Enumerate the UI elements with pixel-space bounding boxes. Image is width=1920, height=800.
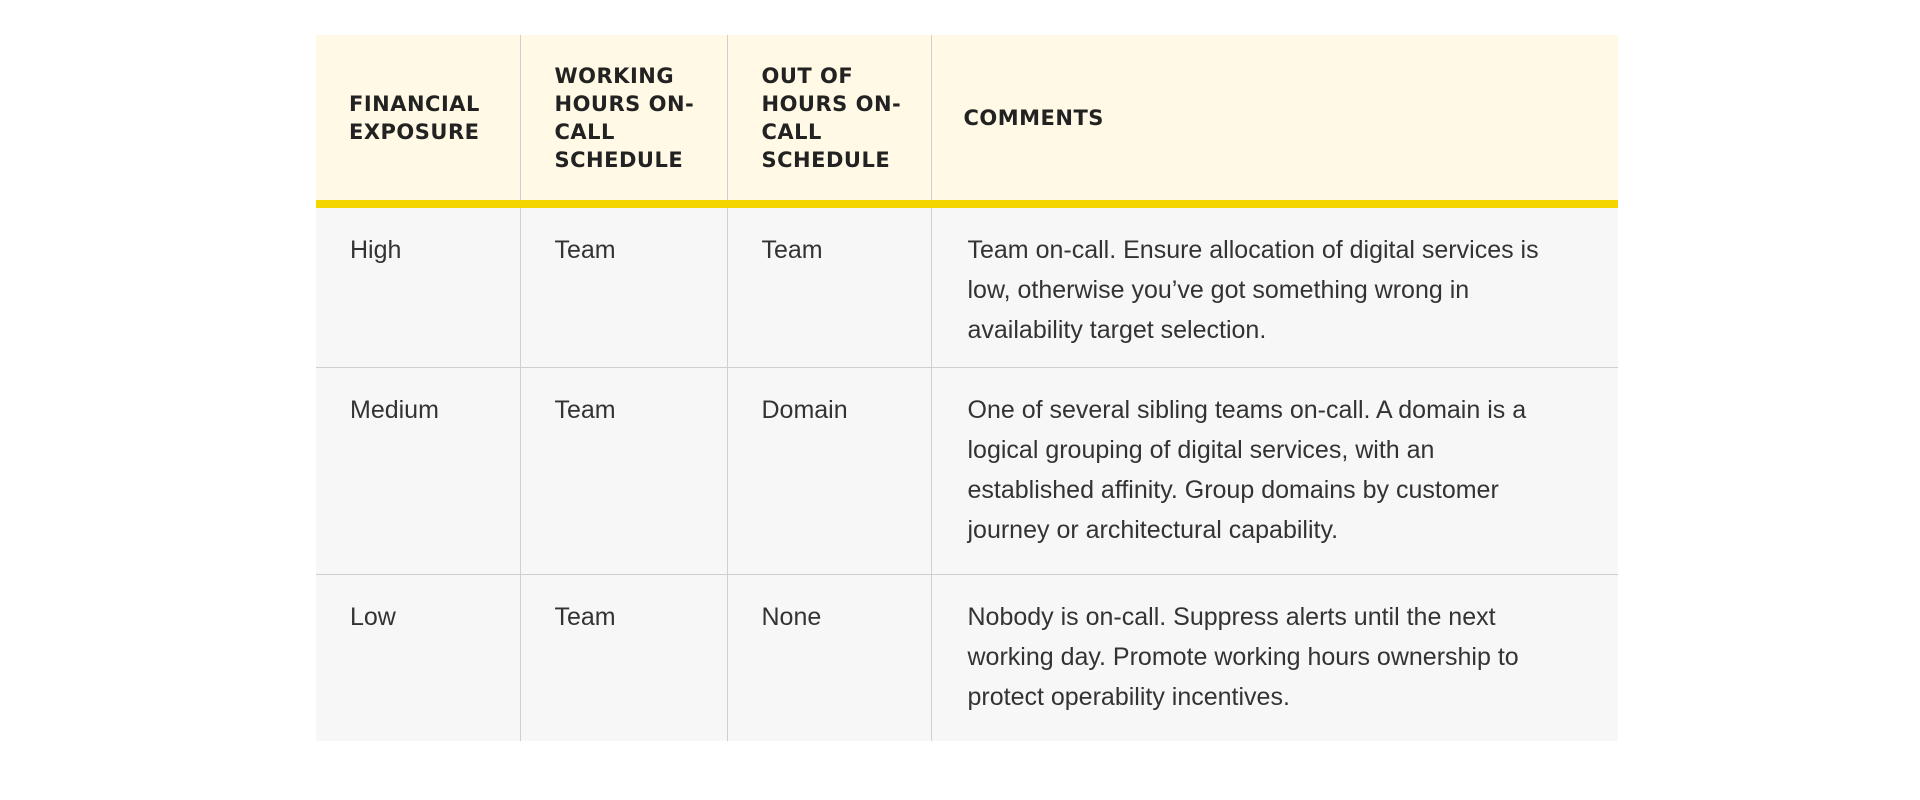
cell-working-hours: Team [520, 204, 727, 367]
comment-text: Nobody is on-call. Suppress alerts until the next working day. Promote working hours ownership to protect operability incentives. [967, 602, 1519, 711]
cell-comments [931, 204, 1618, 367]
cell-out-of-hours: None [727, 574, 931, 741]
header-row [316, 35, 1618, 204]
table-row [316, 204, 1618, 367]
header-out-of-hours: OUT OF HOURS ON-CALL SCHEDULE [727, 35, 931, 204]
cell-comments [931, 574, 1618, 741]
cell-out-of-hours: Team [727, 204, 931, 367]
table-row [316, 574, 1618, 741]
comment-text: One of several sibling teams on-call. A domain is a logical grouping of digital services, with an established affinity. Group domains by customer journey or architectural capability. [967, 395, 1527, 544]
table-body [316, 204, 1618, 741]
header-working-hours: WORKING HOURS ON-CALL SCHEDULE [520, 35, 727, 204]
cell-out-of-hours: Domain [727, 367, 931, 574]
cell-comments [931, 367, 1618, 574]
header-financial-exposure: FINANCIAL EXPOSURE [316, 35, 520, 204]
cell-exposure: Low [316, 574, 520, 741]
header-comments: COMMENTS [931, 35, 1618, 204]
on-call-table-container [316, 35, 1618, 741]
cell-working-hours: Team [520, 367, 727, 574]
comment-text: Team on-call. Ensure allocation of digital services is low, otherwise you’ve got something wrong in availability target selection. [967, 236, 1539, 344]
table-header [316, 35, 1618, 204]
cell-working-hours: Team [520, 574, 727, 741]
table-row [316, 367, 1618, 574]
on-call-schedule-table [316, 35, 1618, 741]
cell-exposure: Medium [316, 367, 520, 574]
cell-exposure: High [350, 236, 402, 264]
